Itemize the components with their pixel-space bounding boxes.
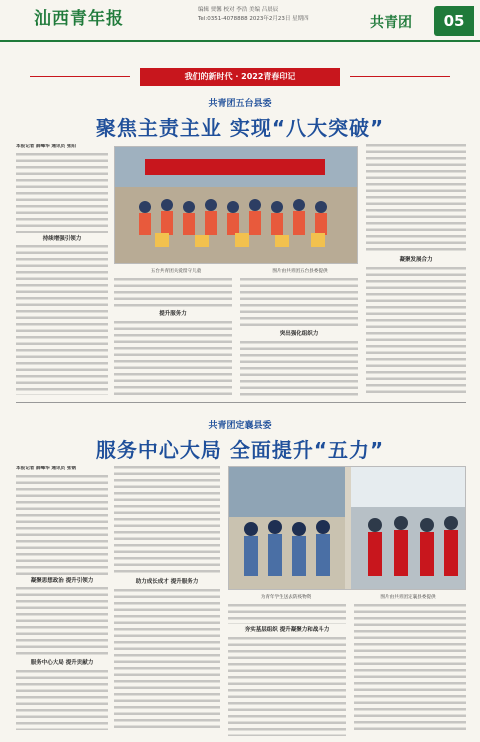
article2-photos-illustration xyxy=(229,467,466,590)
article2-subhead-4: 夯实基层组织 提升凝聚力和战斗力 xyxy=(244,627,330,633)
editor-line: 编辑 贾馨 校对 李浩 美编 吕晨辰 xyxy=(198,7,279,13)
article2-col2 xyxy=(114,466,220,736)
article1-subhead-1: 持续增强引领力 xyxy=(42,235,82,242)
article2-subhead-2: 服务中心大局 提升贡献力 xyxy=(30,660,94,666)
column-banner: 我们的新时代 · 2022青春印记 xyxy=(140,68,340,86)
article1-col3 xyxy=(240,278,358,398)
publication-info xyxy=(198,6,309,24)
article1-subhead-2: 提升服务力 xyxy=(159,311,187,317)
article2-col4 xyxy=(354,604,466,736)
page-number: 05 xyxy=(434,6,474,36)
article2-subhead-3: 助力成长成才 提升服务力 xyxy=(135,579,199,585)
article2-photo-credit: 图片由共青团定襄县委提供 xyxy=(380,595,436,600)
date-line: Tel:0351-4078888 2023年2月23日 星期四 xyxy=(198,16,309,22)
article1-subhead-4: 凝聚发展合力 xyxy=(399,257,433,263)
article1-headline: 聚焦主责主业 实现“八大突破” xyxy=(95,116,385,140)
article2-kicker: 共青团定襄县委 xyxy=(208,421,272,431)
article2-photo-caption: 为青年学生送去防疫物资 xyxy=(260,595,312,600)
article2-headline: 服务中心大局 全面提升“五力” xyxy=(95,438,385,462)
article2-col1 xyxy=(16,466,108,736)
article2-subhead-1: 凝聚思想政治 提升引领力 xyxy=(30,577,94,584)
article-divider xyxy=(16,402,466,403)
article2-col3 xyxy=(228,604,346,736)
masthead xyxy=(0,0,480,42)
newspaper-logo: 汕西青年报 xyxy=(34,9,124,29)
article1-kicker: 共青团五台县委 xyxy=(208,99,272,109)
article2-byline: 本报记者 薛峰华 通讯员 张钢 xyxy=(16,466,76,471)
group-photo-illustration xyxy=(115,147,358,264)
article2-photo-row xyxy=(228,466,466,590)
article1-photo-credit: 图片由共青团五台县委提供 xyxy=(272,269,328,274)
section-title: 共青团 xyxy=(370,15,412,31)
article1-col2 xyxy=(114,278,232,398)
article1-group-photo xyxy=(114,146,358,264)
article1-col4 xyxy=(366,144,466,399)
article1-subhead-3: 突出强化组织力 xyxy=(279,331,319,337)
article1-byline: 本报记者 薛峰华 通讯员 张阳 xyxy=(16,144,76,149)
article1-photo-caption: 五台共青团关爱留守儿童 xyxy=(150,269,202,274)
article1-col1 xyxy=(16,144,108,399)
